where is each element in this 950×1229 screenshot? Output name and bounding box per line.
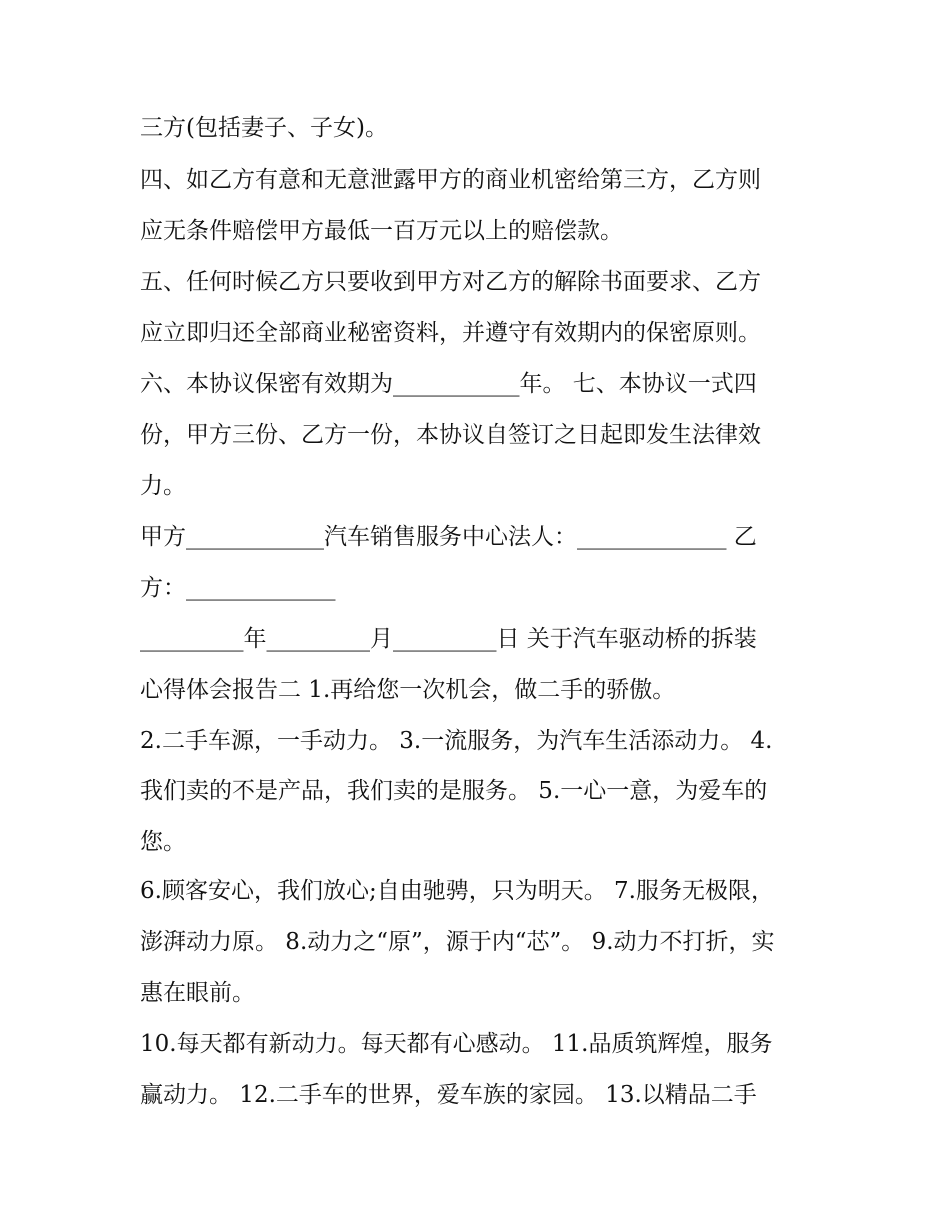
text-line: 力。 <box>140 473 186 499</box>
text-line: 您。 <box>140 829 186 855</box>
text-line: 我们卖的不是产品，我们卖的是服务。 5.一心一意，为爱车的 <box>140 778 768 804</box>
text-line: 五、任何时候乙方只要收到甲方对乙方的解除书面要求、乙方 <box>140 269 761 295</box>
text-line: 甲方____________汽车销售服务中心法人：_____________ 乙 <box>140 524 757 550</box>
text-line: 份，甲方三份、乙方一份，本协议自签订之日起即发生法律效 <box>140 422 761 448</box>
text-line: _________年_________月_________日 关于汽车驱动桥的拆装 <box>140 626 757 652</box>
text-line: 惠在眼前。 <box>140 980 255 1006</box>
text-line: 2.二手车源，一手动力。 3.一流服务，为汽车生活添动力。 4. <box>140 728 773 754</box>
text-line: 应立即归还全部商业秘密资料，并遵守有效期内的保密原则。 <box>140 320 761 346</box>
text-line: 6.顾客安心，我们放心;自由驰骋，只为明天。 7.服务无极限， <box>140 878 774 904</box>
text-line: 四、如乙方有意和无意泄露甲方的商业机密给第三方，乙方则 <box>140 167 761 193</box>
text-line: 三方(包括妻子、子女)。 <box>140 115 388 141</box>
text-line: 六、本协议保密有效期为___________年。 七、本协议一式四 <box>140 371 757 397</box>
text-line: 澎湃动力原。 8.动力之“原”，源于内“芯”。 9.动力不打折，实 <box>140 929 775 955</box>
text-line: 赢动力。 12.二手车的世界，爱车族的家园。 13.以精品二手 <box>140 1082 757 1108</box>
text-line: 应无条件赔偿甲方最低一百万元以上的赔偿款。 <box>140 218 623 244</box>
text-line: 心得体会报告二 1.再给您一次机会，做二手的骄傲。 <box>140 677 676 703</box>
text-line: 方：_____________ <box>140 575 336 601</box>
text-line: 10.每天都有新动力。每天都有心感动。 11.品质筑辉煌，服务 <box>140 1031 773 1057</box>
